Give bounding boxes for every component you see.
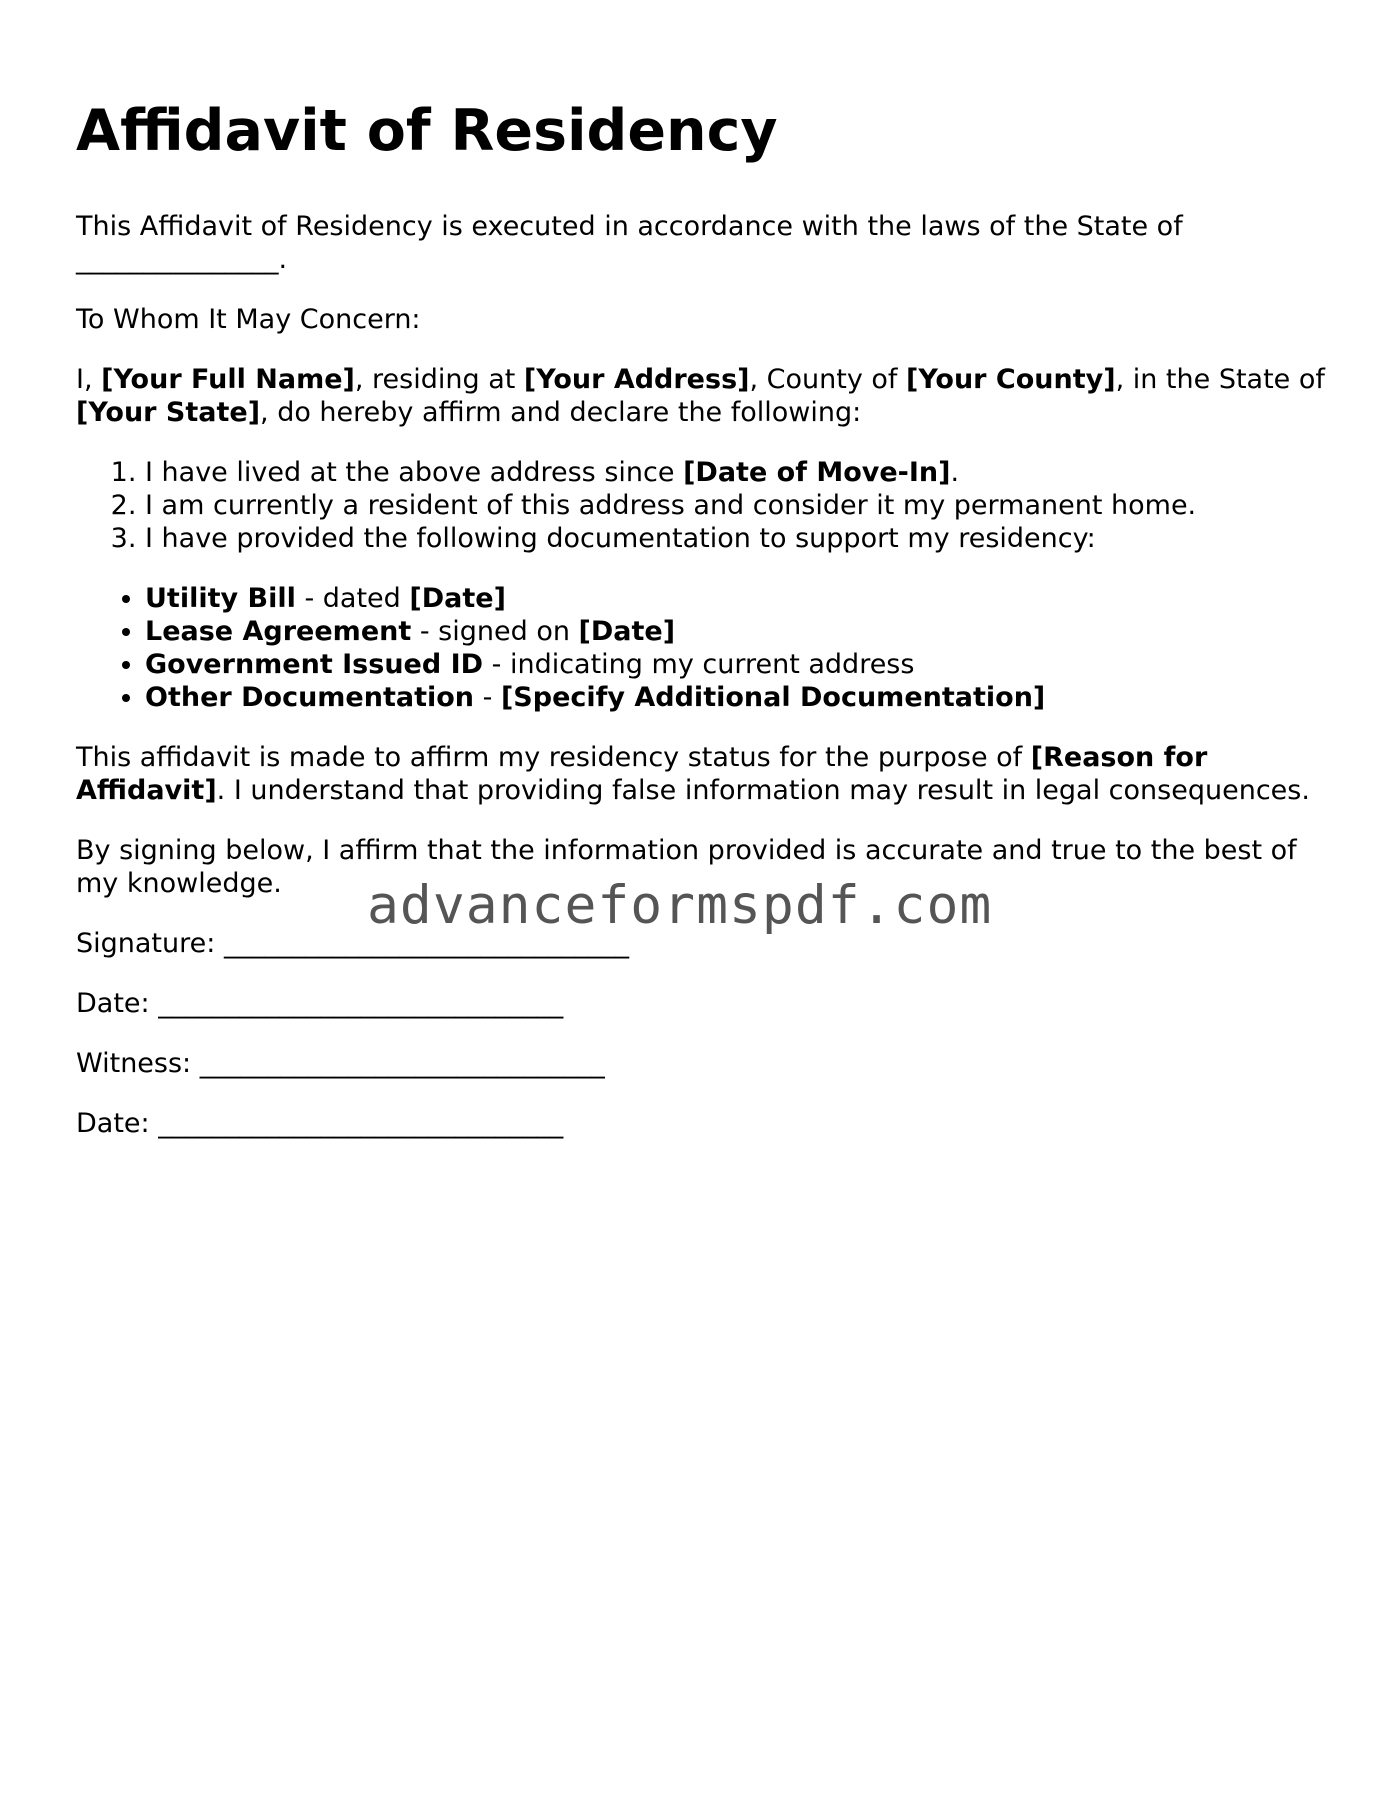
closing-paragraph: By signing below, I affirm that the information provided is accurate and true to the best of my knowledge.: [76, 835, 1297, 899]
purpose-text: This affidavit is made to affirm my residency status for the purpose of: [76, 742, 1031, 773]
declaration-text: , residing at: [354, 364, 524, 395]
document-label: Lease Agreement: [145, 616, 412, 647]
salutation: To Whom It May Concern:: [76, 304, 421, 335]
date-line[interactable]: [76, 987, 1326, 1020]
list-item: [145, 681, 1326, 714]
intro-text: This Affidavit of Residency is executed in accordance with the laws of the State of: [76, 211, 1183, 242]
list-item: [145, 582, 1326, 615]
signature-blank[interactable]: ______________________________: [223, 928, 629, 959]
declaration-paragraph: [76, 363, 1326, 429]
purpose-paragraph: [76, 741, 1326, 807]
list-item-text: .: [950, 457, 960, 488]
document-label: Government Issued ID: [145, 649, 484, 680]
document-value: [Specify Additional Documentation]: [500, 682, 1046, 713]
witness-date-line[interactable]: [76, 1107, 1326, 1140]
list-item-text: I have provided the following documentation to support my residency:: [145, 523, 1096, 554]
document-value: [Date]: [578, 616, 676, 647]
watermark: advanceformspdf.com: [367, 875, 993, 936]
document-text: - indicating my current address: [483, 649, 915, 680]
document-value: [Date]: [409, 583, 506, 614]
list-item: [145, 489, 1326, 522]
document-label: Utility Bill: [145, 583, 296, 614]
state-placeholder: [Your State]: [76, 397, 261, 428]
date-blank[interactable]: ______________________________: [158, 1108, 564, 1139]
date-blank[interactable]: ______________________________: [158, 988, 564, 1019]
list-item: [145, 615, 1326, 648]
reason-placeholder: [Reason for Affidavit]: [76, 742, 1208, 806]
witness-blank[interactable]: ______________________________: [199, 1048, 605, 1079]
list-item-text: I have lived at the above address since: [145, 457, 684, 488]
witness-label: Witness:: [76, 1048, 192, 1079]
full-name-placeholder: [Your Full Name]: [101, 364, 355, 395]
move-in-date-placeholder: [Date of Move-In]: [683, 457, 951, 488]
document-text: - dated: [295, 583, 410, 614]
document-text: - signed on: [411, 616, 579, 647]
list-item: [145, 522, 1326, 555]
list-item: [145, 648, 1326, 681]
address-placeholder: [Your Address]: [523, 364, 750, 395]
document-label: Other Documentation: [145, 682, 475, 713]
document-title: Affidavit of Residency: [76, 98, 778, 164]
list-item-text: I am currently a resident of this address and consider it my permanent home.: [145, 490, 1197, 521]
declaration-text: , in the State of: [1115, 364, 1325, 395]
date-label: Date:: [76, 1108, 150, 1139]
document-page: [76, 96, 1326, 1167]
declaration-text: , do hereby affirm and declare the following:: [260, 397, 862, 428]
signature-label: Signature:: [76, 928, 216, 959]
date-label: Date:: [76, 988, 150, 1019]
documentation-list: [76, 582, 1326, 714]
list-item: [145, 456, 1326, 489]
declaration-text: I,: [76, 364, 102, 395]
declaration-text: , County of: [749, 364, 906, 395]
witness-line[interactable]: [76, 1047, 1326, 1080]
county-placeholder: [Your County]: [906, 364, 1116, 395]
intro-paragraph: [76, 210, 1326, 276]
purpose-text: . I understand that providing false information may result in legal consequences.: [216, 775, 1310, 806]
document-text: -: [474, 682, 501, 713]
intro-state-blank: _______________.: [76, 244, 288, 275]
declaration-list: [76, 456, 1326, 555]
